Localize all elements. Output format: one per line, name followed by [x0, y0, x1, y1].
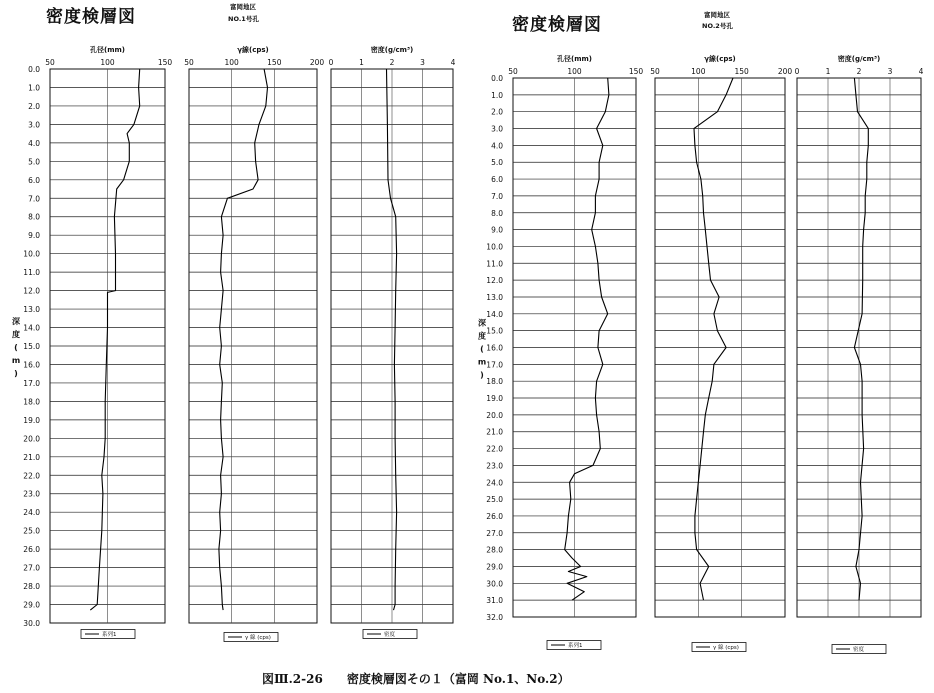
- chart2-depth-axis-title: 深: [478, 318, 486, 328]
- chart2-depth-tick: 18.0: [486, 377, 503, 387]
- chart1-depth-tick: 5.0: [28, 157, 40, 167]
- chart1-depth-tick: 19.0: [23, 415, 40, 425]
- chart1-depth-tick: 3.0: [28, 120, 40, 130]
- chart2-depth-axis-title: m: [477, 357, 487, 367]
- chart1-depth-tick: 27.0: [23, 563, 40, 573]
- chart2-depth-tick: 14.0: [486, 309, 503, 319]
- chart1-gamma-series-line: [219, 69, 268, 610]
- chart1-density-x-tick: 3: [420, 58, 425, 67]
- chart2-depth-tick: 4.0: [491, 141, 503, 151]
- chart2-depth-tick: 22.0: [486, 444, 503, 454]
- chart2-gamma-x-tick: 100: [691, 67, 706, 76]
- chart2-depth-tick: 30.0: [486, 579, 503, 589]
- chart1-depth-tick: 6.0: [28, 175, 40, 185]
- chart2-density-x-tick: 0: [794, 67, 800, 76]
- chart2-depth-tick: 19.0: [486, 394, 503, 404]
- chart1-depth-tick: 24.0: [23, 508, 40, 518]
- chart1-density-x-axis-title: 密度(g/cm³): [370, 46, 414, 54]
- chart2-title: 密度検層図: [512, 15, 602, 35]
- chart1-density-series-line: [387, 69, 397, 610]
- chart1-gamma-x-tick: 150: [267, 58, 282, 67]
- chart2-gamma-x-tick: 50: [650, 67, 660, 76]
- chart2-gamma-x-axis-title: γ線(cps): [704, 55, 736, 63]
- chart1-title: 密度検層図: [46, 7, 136, 27]
- chart2-density-x-axis-title: 密度(g/cm³): [837, 55, 881, 63]
- chart2-depth-tick: 0.0: [491, 74, 503, 83]
- chart2-caliper-series-line: [565, 78, 609, 600]
- chart2-depth-tick: 16.0: [486, 343, 503, 353]
- chart2-depth-tick: 17.0: [486, 360, 503, 370]
- chart1-caliper-legend-label: 系列1: [102, 632, 117, 639]
- chart2-depth-tick: 7.0: [491, 191, 503, 201]
- chart2-depth-tick: 15.0: [486, 326, 503, 336]
- chart2-area: 富岡地区: [704, 11, 730, 19]
- chart2-density-x-tick: 1: [825, 67, 831, 76]
- chart1-gamma-x-tick: 100: [224, 58, 239, 67]
- chart1-depth-tick: 14.0: [23, 323, 40, 333]
- chart2-depth-tick: 12.0: [486, 276, 503, 286]
- chart1-depth-tick: 29.0: [23, 600, 40, 610]
- figure-caption: 図Ⅲ.2-26 密度検層図その１（富岡 No.1、No.2）: [262, 672, 570, 686]
- chart1-hole: NO.1号孔: [228, 15, 259, 23]
- chart2-depth-axis-title: ): [480, 370, 484, 380]
- chart1-area: 富岡地区: [230, 3, 256, 11]
- chart1-density-x-tick: 1: [359, 58, 364, 67]
- chart2-density-x-tick: 2: [856, 67, 862, 76]
- chart1-depth-tick: 0.0: [28, 65, 40, 74]
- chart2-density-series-line: [854, 78, 868, 600]
- chart1-caliper-x-tick: 150: [157, 58, 173, 67]
- chart1-depth-tick: 22.0: [23, 471, 40, 481]
- chart2-depth-tick: 9.0: [491, 225, 503, 235]
- chart1-depth-axis-title: 深: [12, 317, 20, 326]
- chart2-depth-tick: 6.0: [491, 175, 503, 185]
- chart2-depth-tick: 27.0: [486, 528, 503, 538]
- chart1-gamma-x-tick: 200: [309, 58, 325, 67]
- chart1-depth-tick: 28.0: [23, 582, 40, 592]
- chart1-caliper-x-tick: 100: [100, 58, 115, 67]
- chart2-caliper-x-tick: 50: [508, 67, 518, 76]
- chart2-caliper-legend-label: 系列1: [568, 643, 583, 650]
- chart2-gamma-legend-label: γ 線 (cps): [713, 645, 739, 652]
- chart1-gamma-x-axis-title: γ線(cps): [237, 46, 269, 54]
- chart2-caliper-x-axis-title: 孔径(mm): [557, 55, 592, 63]
- chart1-caliper-series-line: [90, 69, 139, 610]
- chart1-depth-tick: 2.0: [28, 101, 40, 111]
- chart2-depth-tick: 31.0: [486, 596, 503, 606]
- chart2-depth-tick: 26.0: [486, 511, 503, 521]
- chart2-depth-tick: 23.0: [486, 461, 503, 471]
- chart1-depth-tick: 12.0: [23, 286, 40, 296]
- chart1-depth-axis-title: (: [14, 343, 18, 352]
- chart2-depth-tick: 2.0: [491, 107, 503, 117]
- chart2-density-legend-label: 密度: [853, 647, 865, 654]
- chart2-depth-axis-title: (: [480, 344, 484, 354]
- chart1-depth-axis-title: ): [14, 369, 18, 378]
- chart1-gamma-legend-label: γ 線 (cps): [245, 635, 271, 642]
- chart2-density-x-tick: 3: [887, 67, 893, 76]
- chart2-depth-tick: 28.0: [486, 545, 503, 555]
- chart2-depth-axis-title: 度: [478, 331, 486, 341]
- chart1-depth-tick: 13.0: [23, 305, 40, 315]
- chart1-density-x-tick: 4: [450, 58, 456, 67]
- chart1-depth-tick: 15.0: [23, 342, 40, 351]
- chart1-depth-tick: 26.0: [23, 545, 40, 555]
- chart2-density-x-tick: 4: [918, 67, 924, 76]
- chart1-depth-axis-title: 度: [12, 330, 20, 339]
- chart2-depth-tick: 5.0: [491, 158, 503, 168]
- chart2-depth-tick: 20.0: [486, 410, 503, 420]
- chart2-hole: NO.2号孔: [702, 22, 733, 30]
- chart1-gamma-x-tick: 50: [184, 58, 194, 67]
- chart1-depth-tick: 17.0: [23, 378, 40, 388]
- chart2-depth-tick: 3.0: [491, 124, 503, 134]
- chart2-depth-tick: 1.0: [491, 90, 503, 100]
- chart2-depth-tick: 29.0: [486, 562, 503, 572]
- chart1-depth-tick: 8.0: [28, 212, 40, 222]
- chart1-caliper-x-tick: 50: [45, 58, 55, 67]
- chart1-depth-axis-title: m: [11, 356, 21, 365]
- chart2-caliper-x-tick: 100: [567, 67, 582, 76]
- chart2-depth-tick: 11.0: [486, 259, 503, 269]
- chart1-density-x-tick: 2: [389, 58, 395, 67]
- chart1-depth-tick: 7.0: [28, 194, 40, 204]
- chart2-depth-tick: 8.0: [491, 208, 503, 218]
- chart2-depth-tick: 32.0: [486, 613, 503, 622]
- chart2-depth-tick: 21.0: [486, 427, 503, 437]
- chart2-gamma-x-tick: 150: [734, 67, 749, 76]
- chart1-depth-tick: 20.0: [23, 434, 40, 444]
- chart1-depth-tick: 30.0: [23, 619, 40, 628]
- chart1-depth-tick: 1.0: [28, 83, 40, 93]
- chart2-depth-tick: 24.0: [486, 478, 503, 488]
- chart2-depth-tick: 25.0: [486, 495, 503, 505]
- chart2-gamma-series-line: [694, 78, 733, 600]
- chart1-depth-tick: 4.0: [28, 138, 40, 148]
- chart1-depth-tick: 10.0: [23, 249, 40, 259]
- chart1-depth-tick: 16.0: [23, 360, 40, 370]
- chart1-caliper-x-axis-title: 孔径(mm): [90, 46, 125, 54]
- chart2-depth-tick: 10.0: [486, 242, 503, 252]
- chart1-depth-tick: 25.0: [23, 526, 40, 536]
- chart2-gamma-x-tick: 200: [777, 67, 793, 76]
- chart1-density-legend-label: 密度: [384, 632, 396, 639]
- chart1-depth-tick: 9.0: [28, 231, 40, 241]
- chart1-depth-tick: 21.0: [23, 452, 40, 462]
- chart1-depth-tick: 11.0: [23, 268, 40, 278]
- chart1-density-x-tick: 0: [328, 58, 334, 67]
- chart2-depth-tick: 13.0: [486, 292, 503, 302]
- chart1-depth-tick: 18.0: [23, 397, 40, 407]
- chart2-caliper-x-tick: 150: [628, 67, 644, 76]
- chart1-depth-tick: 23.0: [23, 489, 40, 499]
